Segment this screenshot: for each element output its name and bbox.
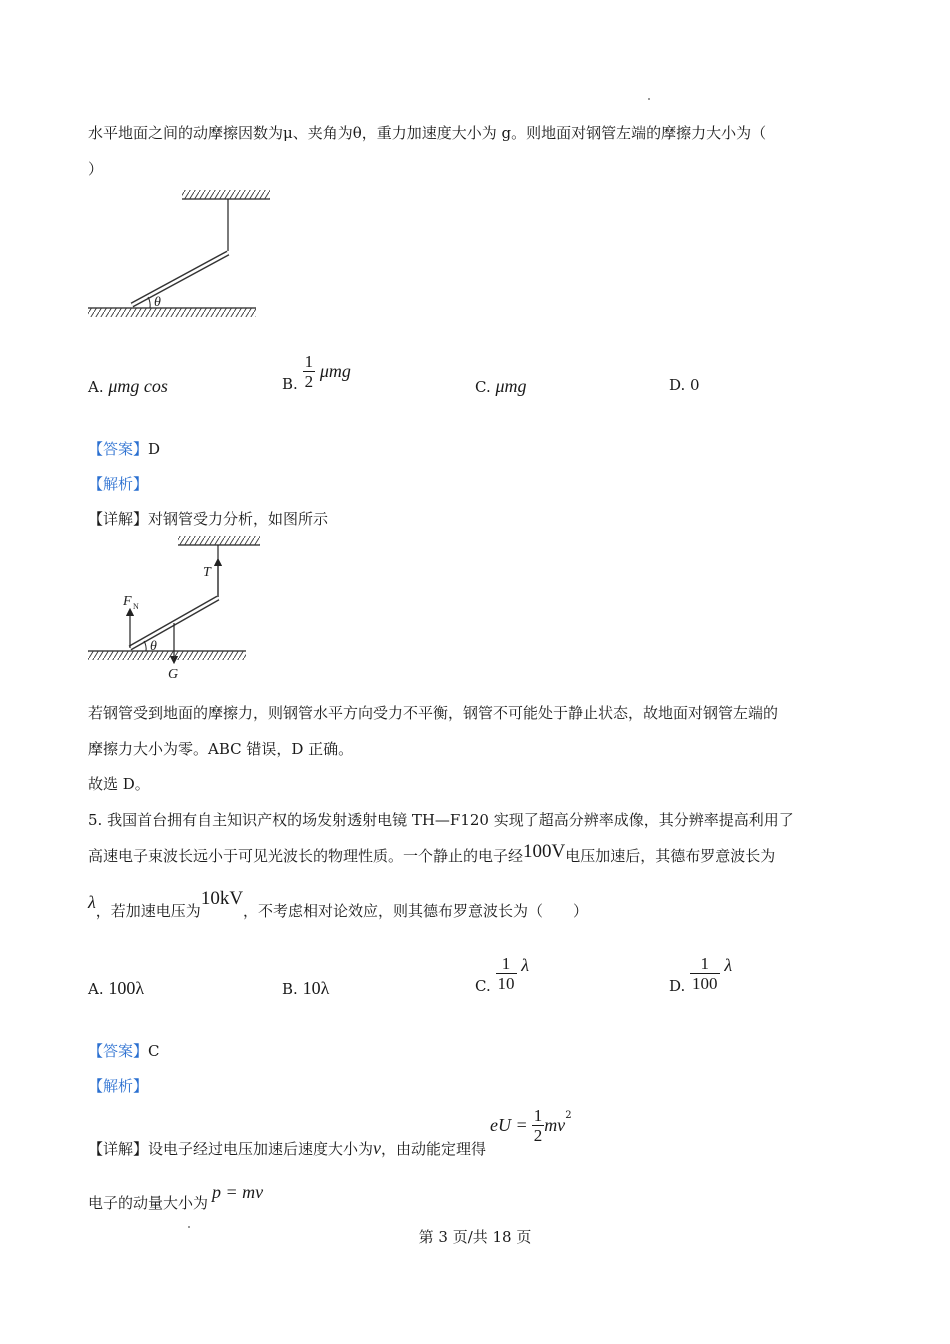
q4-fig1-theta: θ bbox=[154, 295, 161, 310]
decorative-dot bbox=[188, 1226, 190, 1228]
q4-fig2-normal-label: F bbox=[123, 594, 132, 609]
q4-option-d-label: D. bbox=[669, 376, 686, 394]
q5-answer bbox=[88, 1040, 160, 1061]
q5-v: v bbox=[373, 1137, 382, 1158]
q5-option-c-label: C. bbox=[475, 976, 491, 995]
q5-option-c-expr: λ bbox=[521, 955, 530, 975]
q5-line3-b: ，不考虑相对论效应，则其德布罗意波长为（ ） bbox=[243, 902, 589, 920]
q5-option-b bbox=[282, 978, 329, 999]
q4-option-c bbox=[475, 376, 527, 397]
q4-option-c-label: C. bbox=[475, 378, 491, 396]
q5-line2 bbox=[88, 841, 776, 867]
q5-detail-a: 设电子经过电压加速后速度大小为 bbox=[148, 1139, 374, 1158]
q5-option-d-frac: $\frac{1}{100}$ bbox=[692, 954, 718, 993]
q4-figure-force-diagram bbox=[84, 530, 264, 685]
q4-option-b-expr: μmg bbox=[319, 361, 351, 381]
q5-voltage1: 100V bbox=[523, 841, 566, 862]
q5-eq-rhs: mv bbox=[544, 1115, 566, 1135]
q4-option-d-expr: 0 bbox=[690, 376, 700, 394]
q4-fig2-theta: θ bbox=[150, 639, 157, 654]
q4-answer-value: D bbox=[148, 440, 161, 458]
q5-momentum bbox=[88, 1182, 264, 1212]
q4-fig2-tension-label: T bbox=[203, 565, 211, 580]
q5-option-a-expr: 100λ bbox=[108, 978, 145, 998]
q5-analysis-tag: 【解析】 bbox=[88, 1077, 149, 1095]
q4-fig2-normal-sub: N bbox=[133, 602, 139, 611]
q4-explain-line2: 摩擦力大小为零。ABC 错误，D 正确。 bbox=[88, 740, 354, 758]
q5-detail-tag: 【详解】 bbox=[88, 1139, 149, 1158]
q5-detail bbox=[88, 1106, 572, 1158]
q5-answer-value: C bbox=[148, 1042, 160, 1060]
q5-eq-frac: $\frac{1}{2}$ bbox=[533, 1106, 543, 1145]
q4-option-b-label: B. bbox=[282, 374, 298, 393]
q4-detail-text: 对钢管受力分析，如图所示 bbox=[148, 510, 329, 528]
q4-stem-line1: 水平地面之间的动摩擦因数为μ、夹角为θ，重力加速度大小为 g。则地面对钢管左端的摩擦力大小为（ bbox=[88, 124, 767, 142]
decorative-dot bbox=[648, 98, 650, 100]
q5-eq-sup: 2 bbox=[565, 1110, 572, 1121]
q5-line2-a: 高速电子束波长远小于可见光波长的物理性质。一个静止的电子经 bbox=[88, 847, 524, 865]
q4-option-c-expr: μmg bbox=[495, 376, 527, 396]
q4-stem-line2: ） bbox=[88, 160, 104, 178]
q4-detail bbox=[88, 508, 328, 529]
q5-line2-b: 电压加速后，其德布罗意波长为 bbox=[565, 847, 776, 865]
q5-momentum-eq: p = mv bbox=[212, 1182, 264, 1202]
q4-conclusion: 故选 D。 bbox=[88, 775, 150, 793]
q5-option-b-expr: 10λ bbox=[302, 978, 330, 998]
q5-option-d bbox=[669, 954, 732, 993]
q4-answer bbox=[88, 438, 160, 459]
q5-line3-a: ，若加速电压为 bbox=[95, 902, 201, 920]
q4-explain-line1: 若钢管受到地面的摩擦力，则钢管水平方向受力不平衡，钢管不可能处于静止状态，故地面对钢管左端的 bbox=[88, 704, 779, 722]
q4-option-d bbox=[669, 376, 700, 394]
q5-option-c-frac: $\frac{1}{10}$ bbox=[497, 954, 515, 993]
q5-eq-lhs: eU = bbox=[490, 1115, 528, 1135]
q5-option-d-expr: λ bbox=[724, 955, 733, 975]
q4-option-b bbox=[282, 352, 351, 391]
q4-option-a bbox=[88, 376, 168, 397]
q5-momentum-text: 电子的动量大小为 bbox=[88, 1194, 209, 1212]
q5-option-a-label: A. bbox=[88, 980, 104, 998]
q5-answer-tag: 【答案】 bbox=[88, 1042, 149, 1060]
q4-option-b-frac: $\frac{1}{2}$ bbox=[304, 352, 314, 391]
page-footer: 第 3 页/共 18 页 bbox=[418, 1228, 532, 1246]
q5-detail-b: ，由动能定理得 bbox=[381, 1139, 487, 1158]
q4-detail-tag: 【详解】 bbox=[88, 510, 149, 528]
q4-answer-tag: 【答案】 bbox=[88, 440, 149, 458]
q5-option-a bbox=[88, 978, 144, 999]
q5-option-b-label: B. bbox=[282, 980, 298, 998]
q5-lambda: λ bbox=[88, 892, 96, 912]
q4-option-a-label: A. bbox=[88, 378, 104, 396]
q4-figure-pipe bbox=[84, 184, 284, 324]
q5-option-c bbox=[475, 954, 529, 993]
q5-line1: 5. 我国首台拥有自主知识产权的场发射透射电镜 TH—F120 实现了超高分辨率成像，其分辨率提高利用了 bbox=[88, 811, 794, 829]
q5-voltage2: 10kV bbox=[200, 888, 244, 909]
q5-line3 bbox=[88, 888, 589, 922]
q4-option-a-expr: μmg cos bbox=[108, 376, 168, 396]
q4-analysis-tag: 【解析】 bbox=[88, 475, 149, 493]
q4-fig2-gravity-label: G bbox=[168, 667, 179, 682]
q5-option-d-label: D. bbox=[669, 976, 686, 995]
